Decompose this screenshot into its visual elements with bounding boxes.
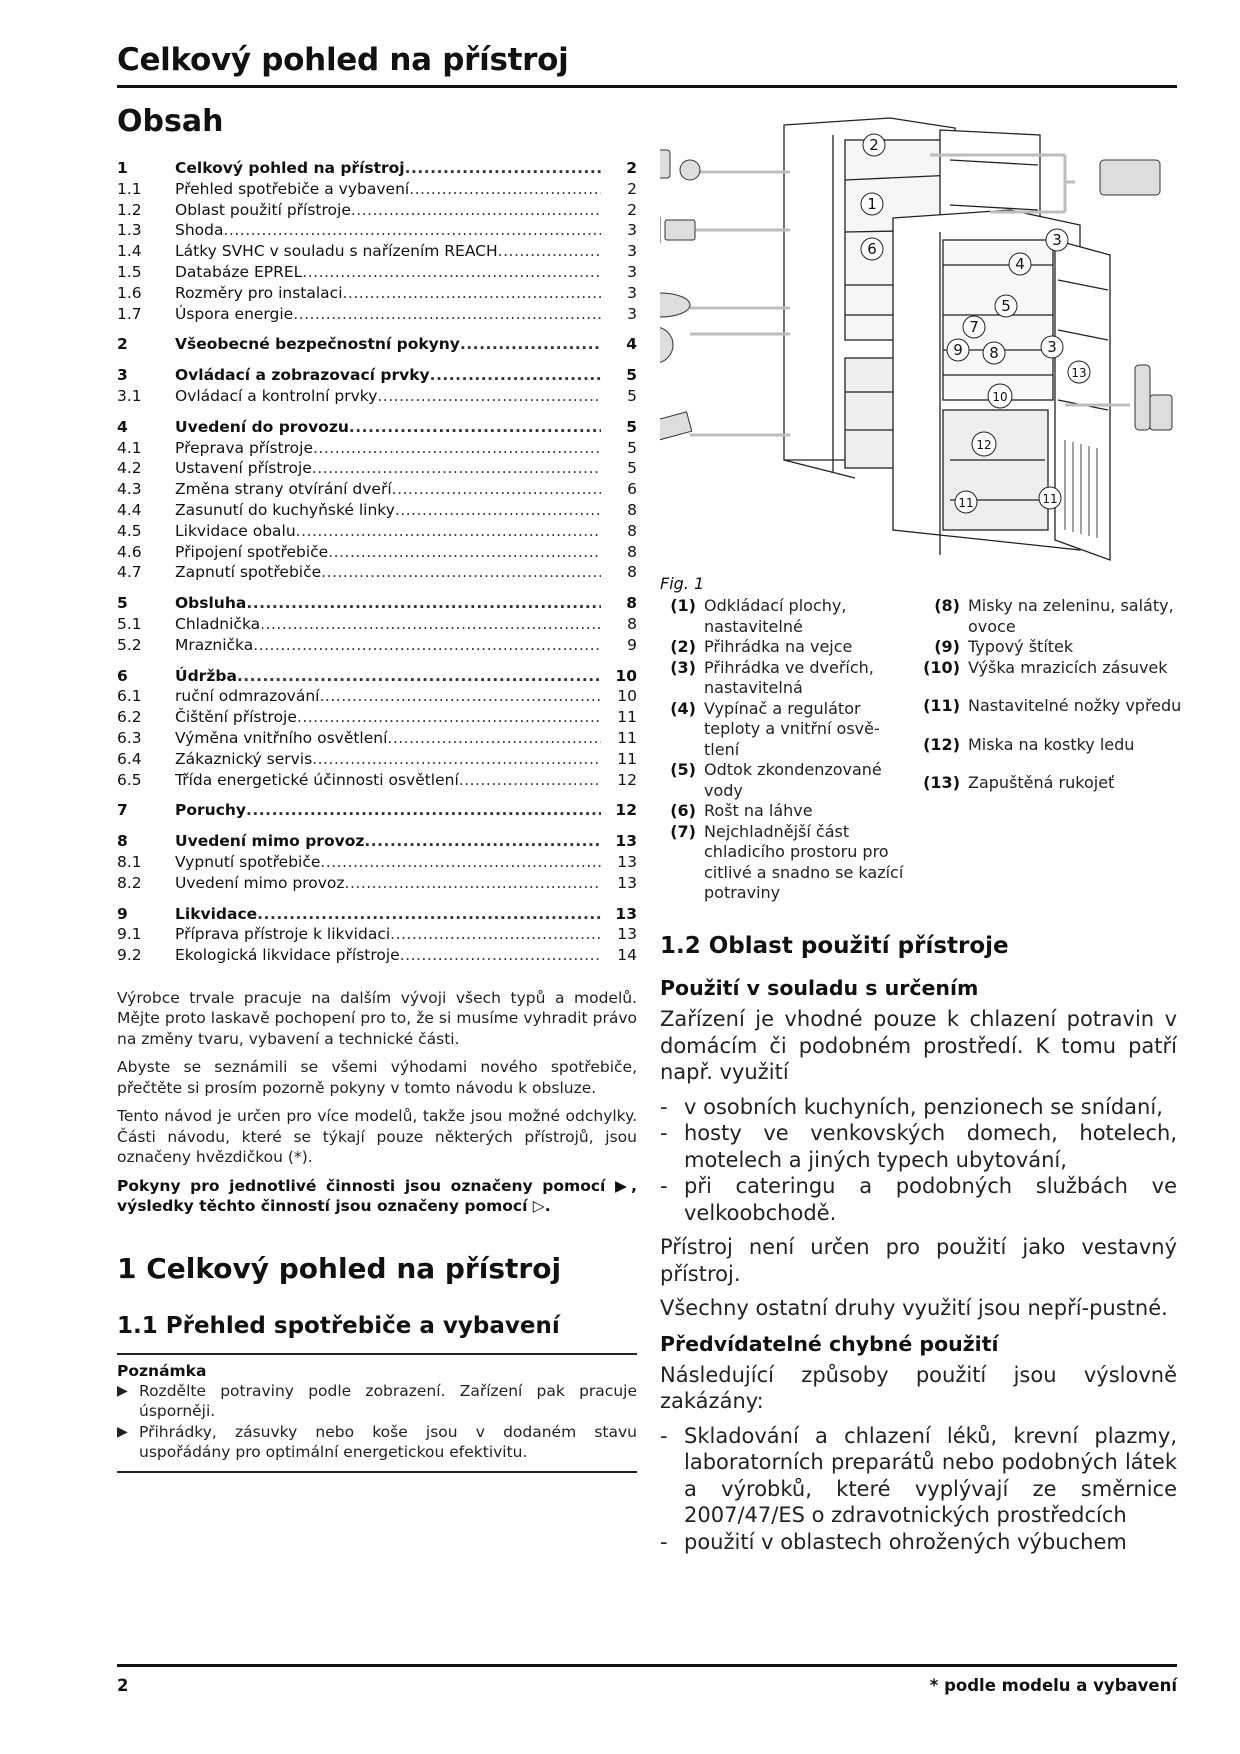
- legend-text: Misky na zeleninu, saláty, ovoce: [968, 596, 1174, 636]
- toc-entry-number: 8.1: [117, 852, 142, 871]
- toc-entry[interactable]: [117, 179, 637, 200]
- callout-10: [988, 384, 1012, 408]
- toc-entry-label: Shoda: [175, 221, 224, 240]
- footer-note: * podle modelu a vybavení: [929, 1676, 1177, 1695]
- intro-instruction-note: Pokyny pro jednotlivé činnosti jsou označeny pomocí ▶, výsledky těchto činností jsou označeny pomocí ▷.: [117, 1176, 637, 1216]
- toc-entry-label: Ustavení přístroje: [175, 459, 312, 478]
- play-arrow-icon: ▶: [117, 1423, 128, 1440]
- legend-item: [915, 735, 1185, 756]
- toc-entry-page: 8: [627, 521, 637, 540]
- toc-entry[interactable]: [117, 283, 637, 304]
- toc-entry-number: 3.1: [117, 386, 142, 405]
- toc-leader-dots: [390, 924, 601, 945]
- toc-entry-label: Ovládací a kontrolní prvky: [175, 386, 378, 405]
- legend-item: [915, 596, 1185, 637]
- legend-item: [660, 801, 910, 822]
- toc-leader-dots: [223, 220, 601, 241]
- other-uses-text: Všechny ostatní druhy využití jsou nepří-pustné.: [660, 1296, 1168, 1320]
- toc-entry[interactable]: [117, 770, 637, 791]
- toc-entry-page: 14: [617, 946, 637, 965]
- table-of-contents: [117, 158, 637, 966]
- toc-entry-page: 5: [627, 459, 637, 478]
- legend-text: Odtok zkondenzované vody: [704, 760, 882, 800]
- svg-text:12: 12: [976, 438, 992, 452]
- figure-legend-left: [660, 596, 910, 904]
- toc-leader-dots: [345, 873, 601, 894]
- toc-entry-page: 5: [627, 386, 637, 405]
- toc-entry-number: 4.2: [117, 459, 142, 478]
- toc-leader-dots: [409, 179, 601, 200]
- callout-13: [1068, 361, 1090, 383]
- toc-entry-number: 4.6: [117, 542, 142, 561]
- toc-entry-label: Oblast použití přístroje: [175, 200, 351, 219]
- callout-5: [995, 295, 1017, 317]
- toc-entry-label: Vypnutí spotřebiče: [175, 852, 321, 871]
- toc-entry-label: Uvedení mimo provoz: [175, 832, 365, 851]
- toc-leader-dots: [395, 500, 601, 521]
- legend-text: Nastavitelné nožky vpředu: [968, 696, 1182, 715]
- toc-entry-number: 4: [117, 417, 128, 436]
- toc-entry[interactable]: [117, 438, 637, 459]
- svg-text:11: 11: [1042, 492, 1058, 506]
- not-builtin-text: Přístroj není určen pro použití jako vestavný přístroj.: [660, 1235, 1177, 1286]
- toc-entry-number: 1: [117, 159, 128, 177]
- toc-entry-label: Chladnička: [175, 614, 261, 633]
- toc-entry-number: 5.1: [117, 614, 142, 633]
- toc-entry-number: 7: [117, 801, 128, 820]
- intro-paragraph: Výrobce trvale pracuje na dalším vývoji všech typů a modelů. Mějte proto laskavě pochopení pro to, že si musíme vyhradit právo na změny tvaru, vybavení a technické části.: [117, 988, 637, 1048]
- legend-text: Vypínač a regulátor teploty a vnitřní osvě-tlení: [704, 698, 880, 759]
- toc-entry[interactable]: [117, 365, 637, 386]
- callout-9: [947, 339, 969, 361]
- toc-entry[interactable]: [117, 945, 637, 966]
- list-item: - použití v oblastech ohrožených výbuchem: [660, 1529, 1127, 1554]
- note-item: [117, 1381, 637, 1422]
- toc-entry-label: Zákaznický servis: [175, 749, 313, 768]
- toc-leader-dots: [297, 707, 601, 728]
- toc-leader-dots: [312, 458, 601, 479]
- toc-entry-label: Příprava přístroje k likvidaci: [175, 925, 391, 944]
- svg-text:10: 10: [992, 390, 1008, 404]
- intro-text: [117, 988, 637, 1217]
- toc-entry-number: 6.1: [117, 687, 142, 706]
- toc-entry[interactable]: [117, 386, 637, 407]
- toc-leader-dots: [328, 542, 601, 563]
- toc-entry-page: 10: [617, 687, 637, 706]
- legend-number: (1): [670, 596, 696, 615]
- toc-leader-dots: [400, 945, 601, 966]
- toc-title: Obsah: [117, 104, 224, 139]
- toc-entry-page: 11: [617, 728, 637, 747]
- toc-entry[interactable]: [117, 904, 637, 925]
- toc-leader-dots: [313, 438, 601, 459]
- toc-entry[interactable]: [117, 593, 637, 614]
- toc-leader-dots: [351, 200, 601, 221]
- legend-number: (4): [670, 698, 696, 718]
- legend-number: (11): [923, 696, 960, 715]
- svg-text:8: 8: [989, 344, 999, 362]
- figure-legend-right: [915, 596, 1185, 794]
- toc-entry-page: 13: [617, 873, 637, 892]
- toc-entry-number: 1.1: [117, 179, 142, 198]
- legend-text: Nejchladnější část chladicího prostoru pro citlivé a snadno se kazící potraviny: [704, 821, 904, 902]
- callout-11a: [955, 491, 977, 513]
- footer-rule: [117, 1664, 1177, 1667]
- section-1-2: [660, 930, 1177, 1563]
- toc-entry-label: Všeobecné bezpečnostní pokyny: [175, 335, 460, 354]
- intended-use-list: [660, 1094, 1177, 1227]
- toc-entry-number: 6: [117, 666, 128, 685]
- toc-entry-number: 3: [117, 366, 128, 385]
- svg-text:9: 9: [953, 341, 963, 359]
- toc-entry-number: 1.6: [117, 283, 142, 302]
- svg-text:13: 13: [1071, 366, 1087, 380]
- legend-text: Přihrádka na vejce: [704, 637, 853, 656]
- legend-text: Výška mrazicích zásuvek: [968, 657, 1168, 677]
- toc-entry-label: Údržba: [175, 666, 237, 685]
- toc-entry-number: 1.3: [117, 221, 142, 240]
- list-item: - při cateringu a podobných službách ve velkoobchodě.: [660, 1174, 1177, 1225]
- svg-text:3: 3: [1052, 231, 1062, 249]
- page-header: [117, 38, 1177, 82]
- legend-number: (5): [670, 760, 696, 779]
- toc-entry-label: ruční odmrazování: [175, 687, 320, 706]
- legend-item: [660, 596, 910, 637]
- toc-entry-label: Zasunutí do kuchyňské linky: [175, 500, 395, 519]
- toc-leader-dots: [296, 521, 601, 542]
- toc-entry-page: 11: [617, 708, 637, 727]
- toc-entry[interactable]: [117, 158, 637, 179]
- toc-entry-page: 3: [627, 262, 637, 281]
- svg-text:7: 7: [969, 318, 979, 336]
- legend-number: (13): [923, 773, 960, 792]
- toc-entry[interactable]: [117, 635, 637, 656]
- toc-leader-dots: [246, 800, 601, 821]
- toc-entry-page: 11: [617, 749, 637, 768]
- list-item: - Skladování a chlazení léků, krevní plazmy, laboratorních preparátů nebo podobných látek a výrobků, které vyplývají ze směrnice 2007/47/ES o zdravotnických prostředcích: [660, 1423, 1177, 1527]
- toc-entry-page: 5: [627, 438, 637, 457]
- toc-entry[interactable]: [117, 500, 637, 521]
- toc-entry[interactable]: [117, 562, 637, 583]
- toc-entry[interactable]: [117, 479, 637, 500]
- callout-4: [1009, 253, 1031, 275]
- misuse-heading: Předvídatelné chybné použití: [660, 1331, 999, 1356]
- section-1-2-heading: 1.2 Oblast použití přístroje: [660, 933, 1009, 959]
- toc-entry-page: 8: [627, 563, 637, 582]
- legend-item: [915, 696, 1185, 717]
- toc-leader-dots: [364, 831, 601, 852]
- toc-leader-dots: [460, 334, 601, 355]
- toc-entry-page: 12: [615, 801, 637, 820]
- callout-12: [972, 432, 996, 456]
- toc-entry[interactable]: [117, 334, 637, 355]
- toc-leader-dots: [237, 666, 601, 687]
- toc-entry[interactable]: [117, 852, 637, 873]
- legend-number: (9): [934, 637, 960, 656]
- toc-entry-label: Látky SVHC v souladu s nařízením REACH: [175, 242, 498, 261]
- svg-text:4: 4: [1015, 255, 1025, 273]
- legend-text: Odkládací plochy, nastavitelné: [704, 596, 847, 636]
- legend-number: (3): [670, 657, 696, 677]
- legend-text: Miska na kostky ledu: [968, 734, 1135, 754]
- toc-leader-dots: [405, 158, 601, 179]
- svg-text:11: 11: [958, 496, 974, 510]
- toc-entry-label: Uvedení do provozu: [175, 417, 349, 436]
- callout-6: [861, 238, 883, 260]
- toc-entry[interactable]: [117, 417, 637, 438]
- legend-text: Zapuštěná rukojeť: [968, 773, 1115, 792]
- section-1-1-heading: 1.1 Přehled spotřebiče a vybavení: [117, 1312, 560, 1339]
- note-bottom-rule: [117, 1471, 637, 1473]
- toc-entry[interactable]: [117, 542, 637, 563]
- callout-7: [963, 316, 985, 338]
- toc-entry-page: 10: [615, 666, 637, 685]
- toc-entry-label: Celkový pohled na přístroj: [175, 159, 405, 177]
- toc-entry[interactable]: [117, 220, 637, 241]
- toc-entry[interactable]: [117, 728, 637, 749]
- toc-entry-label: Zapnutí spotřebiče: [175, 563, 322, 582]
- toc-entry-label: Databáze EPREL: [175, 262, 303, 281]
- toc-entry-number: 4.1: [117, 438, 142, 457]
- legend-text: Přihrádka ve dveřích, nastavitelná: [704, 657, 874, 697]
- toc-leader-dots: [253, 635, 601, 656]
- toc-entry-page: 8: [627, 614, 637, 633]
- toc-entry-label: Přehled spotřebiče a vybavení: [175, 179, 410, 198]
- toc-entry[interactable]: [117, 304, 637, 325]
- fridge-diagram: [660, 100, 1180, 570]
- toc-entry-label: Obsluha: [175, 594, 247, 613]
- toc-entry-page: 13: [617, 852, 637, 871]
- toc-entry-label: Čištění přístroje: [175, 708, 297, 727]
- toc-entry[interactable]: [117, 614, 637, 635]
- toc-entry-label: Úspora energie: [175, 304, 294, 323]
- toc-entry[interactable]: [117, 241, 637, 262]
- toc-entry-number: 6.2: [117, 708, 142, 727]
- toc-entry[interactable]: [117, 686, 637, 707]
- toc-leader-dots: [387, 728, 601, 749]
- toc-entry-number: 1.4: [117, 242, 142, 261]
- toc-leader-dots: [349, 417, 601, 438]
- legend-item: [915, 637, 1185, 658]
- callout-3b: [1041, 336, 1063, 358]
- legend-item: [660, 699, 910, 761]
- toc-entry-label: Změna strany otvírání dveří: [175, 480, 392, 499]
- page-title: Celkový pohled na přístroj: [117, 42, 569, 78]
- legend-number: (2): [670, 637, 696, 656]
- toc-entry-number: 9.2: [117, 946, 142, 965]
- note-box: [117, 1361, 637, 1463]
- toc-entry-number: 6.5: [117, 770, 142, 789]
- intro-paragraph: Tento návod je určen pro více modelů, takže jsou možné odchylky. Části návodu, které se týkají pouze některých přístrojů, jsou označeny hvězdičkou (*).: [117, 1107, 637, 1167]
- toc-entry-page: 9: [627, 635, 637, 654]
- toc-leader-dots: [377, 386, 601, 407]
- toc-entry-label: Výměna vnitřního osvětlení: [175, 728, 388, 747]
- toc-entry-page: 2: [627, 200, 637, 219]
- toc-entry-page: 3: [627, 221, 637, 240]
- toc-entry-number: 1.7: [117, 304, 142, 323]
- legend-item: [660, 822, 910, 904]
- toc-entry-number: 2: [117, 335, 128, 354]
- toc-entry-page: 5: [626, 366, 637, 385]
- svg-text:6: 6: [867, 240, 877, 258]
- toc-leader-dots: [293, 304, 601, 325]
- toc-leader-dots: [343, 283, 602, 304]
- callout-2: [863, 134, 885, 156]
- toc-entry-label: Likvidace: [175, 904, 258, 923]
- legend-item: [660, 658, 910, 699]
- toc-entry[interactable]: [117, 873, 637, 894]
- toc-entry[interactable]: [117, 707, 637, 728]
- toc-entry-label: Ovládací a zobrazovací prvky: [175, 366, 430, 385]
- note-text: Přihrádky, zásuvky nebo koše jsou v dodaném stavu uspořádány pro optimální energetickou efektivitu.: [139, 1422, 637, 1462]
- toc-leader-dots: [260, 614, 601, 635]
- toc-leader-dots: [430, 365, 601, 386]
- toc-entry-number: 6.4: [117, 749, 142, 768]
- toc-entry-number: 8: [117, 832, 128, 851]
- legend-number: (12): [923, 734, 960, 754]
- toc-leader-dots: [302, 262, 601, 283]
- note-text: Rozdělte potraviny podle zobrazení. Zařízení pak pracuje úsporněji.: [139, 1381, 637, 1421]
- toc-entry-label: Třída energetické účinnosti osvětlení: [175, 770, 459, 789]
- svg-text:1: 1: [867, 195, 877, 213]
- left-column: [117, 100, 637, 1479]
- toc-entry-page: 8: [627, 542, 637, 561]
- toc-entry-page: 8: [627, 500, 637, 519]
- toc-entry-number: 4.7: [117, 563, 142, 582]
- toc-entry-page: 8: [626, 594, 637, 613]
- toc-entry-label: Přeprava přístroje: [175, 438, 313, 457]
- legend-item: [915, 773, 1185, 794]
- callout-1: [861, 193, 883, 215]
- figure-caption: Fig. 1: [660, 574, 705, 593]
- toc-entry-number: 4.5: [117, 521, 142, 540]
- toc-leader-dots: [392, 479, 601, 500]
- toc-entry-page: 6: [627, 480, 637, 499]
- callout-11b: [1039, 487, 1061, 509]
- legend-number: (6): [670, 801, 696, 820]
- legend-item: [660, 637, 910, 658]
- toc-entry[interactable]: [117, 666, 637, 687]
- intro-paragraph: Abyste se seznámili se všemi výhodami nového spotřebiče, přečtěte si prosím pozorně pokyny v tomto návodu k obsluze.: [117, 1058, 637, 1097]
- toc-entry-number: 1.2: [117, 200, 142, 219]
- toc-entry-number: 4.4: [117, 500, 142, 519]
- note-title: Poznámka: [117, 1361, 207, 1380]
- toc-entry-page: 3: [627, 242, 637, 261]
- toc-entry[interactable]: [117, 200, 637, 221]
- fridge-illustration: [660, 100, 1180, 570]
- toc-leader-dots: [498, 241, 601, 262]
- legend-item: [915, 658, 1185, 679]
- toc-leader-dots: [320, 686, 602, 707]
- toc-entry-page: 12: [617, 770, 637, 789]
- misuse-list: [660, 1423, 1177, 1556]
- toc-entry-number: 9: [117, 904, 128, 923]
- toc-entry[interactable]: [117, 521, 637, 542]
- intended-use-heading: Použití v souladu s určením: [660, 976, 979, 1000]
- toc-entry-number: 1.5: [117, 262, 142, 281]
- toc-entry-label: Poruchy: [175, 801, 247, 820]
- legend-item: [660, 760, 910, 801]
- toc-entry[interactable]: [117, 800, 637, 821]
- toc-entry-number: 5.2: [117, 635, 142, 654]
- toc-entry-number: 4.3: [117, 480, 142, 499]
- toc-leader-dots: [257, 904, 601, 925]
- toc-entry[interactable]: [117, 458, 637, 479]
- legend-text: Typový štítek: [968, 637, 1074, 656]
- toc-entry-page: 2: [627, 179, 637, 198]
- toc-entry-page: 13: [615, 904, 637, 923]
- svg-text:2: 2: [869, 136, 879, 154]
- toc-entry-label: Likvidace obalu: [175, 521, 296, 540]
- toc-entry[interactable]: [117, 749, 637, 770]
- header-rule: [117, 85, 1177, 88]
- play-arrow-icon: ▶: [117, 1382, 128, 1399]
- toc-entry-label: Uvedení mimo provoz: [175, 873, 345, 892]
- intended-use-text: Zařízení je vhodné pouze k chlazení potravin v domácím či podobném prostředí. K tomu patří např. využití: [660, 1007, 1177, 1084]
- toc-entry-number: 6.3: [117, 728, 142, 747]
- toc-entry-label: Mraznička: [175, 635, 254, 654]
- toc-entry-label: Rozměry pro instalaci: [175, 283, 343, 302]
- toc-entry-page: 3: [627, 283, 637, 302]
- svg-text:3: 3: [1047, 338, 1057, 356]
- legend-text: Rošt na láhve: [704, 801, 813, 820]
- note-item: [117, 1422, 637, 1463]
- toc-entry-number: 5: [117, 594, 128, 613]
- list-item: - v osobních kuchyních, penzionech se snídaní,: [660, 1094, 1163, 1119]
- legend-number: (10): [923, 657, 960, 677]
- svg-text:5: 5: [1001, 297, 1011, 315]
- toc-entry-number: 8.2: [117, 873, 142, 892]
- toc-entry[interactable]: [117, 924, 637, 945]
- toc-entry-page: 13: [617, 925, 637, 944]
- toc-leader-dots: [459, 770, 601, 791]
- toc-entry-label: Ekologická likvidace přístroje: [175, 946, 400, 965]
- toc-entry-page: 4: [626, 335, 637, 354]
- toc-entry-page: 5: [626, 417, 637, 436]
- toc-entry-page: 2: [626, 159, 637, 177]
- toc-leader-dots: [312, 749, 601, 770]
- toc-leader-dots: [321, 562, 601, 583]
- legend-number: (8): [934, 596, 960, 615]
- toc-entry-label: Připojení spotřebiče: [175, 542, 329, 561]
- toc-leader-dots: [246, 593, 601, 614]
- note-top-rule: [117, 1353, 637, 1355]
- section-1-heading: 1 Celkový pohled na přístroj: [117, 1251, 562, 1285]
- toc-entry-page: 13: [615, 832, 637, 851]
- toc-entry-number: 9.1: [117, 925, 142, 944]
- callout-8: [983, 342, 1005, 364]
- misuse-text: Následující způsoby použití jsou výslovně zakázány:: [660, 1362, 1177, 1413]
- legend-number: (7): [670, 821, 696, 841]
- page-number: 2: [117, 1676, 129, 1695]
- toc-entry[interactable]: [117, 262, 637, 283]
- callout-3a: [1046, 229, 1068, 251]
- toc-leader-dots: [320, 852, 601, 873]
- toc-entry[interactable]: [117, 831, 637, 852]
- list-item: - hosty ve venkovských domech, hotelech, motelech a jiných typech ubytování,: [660, 1121, 1177, 1172]
- toc-entry-page: 3: [627, 304, 637, 323]
